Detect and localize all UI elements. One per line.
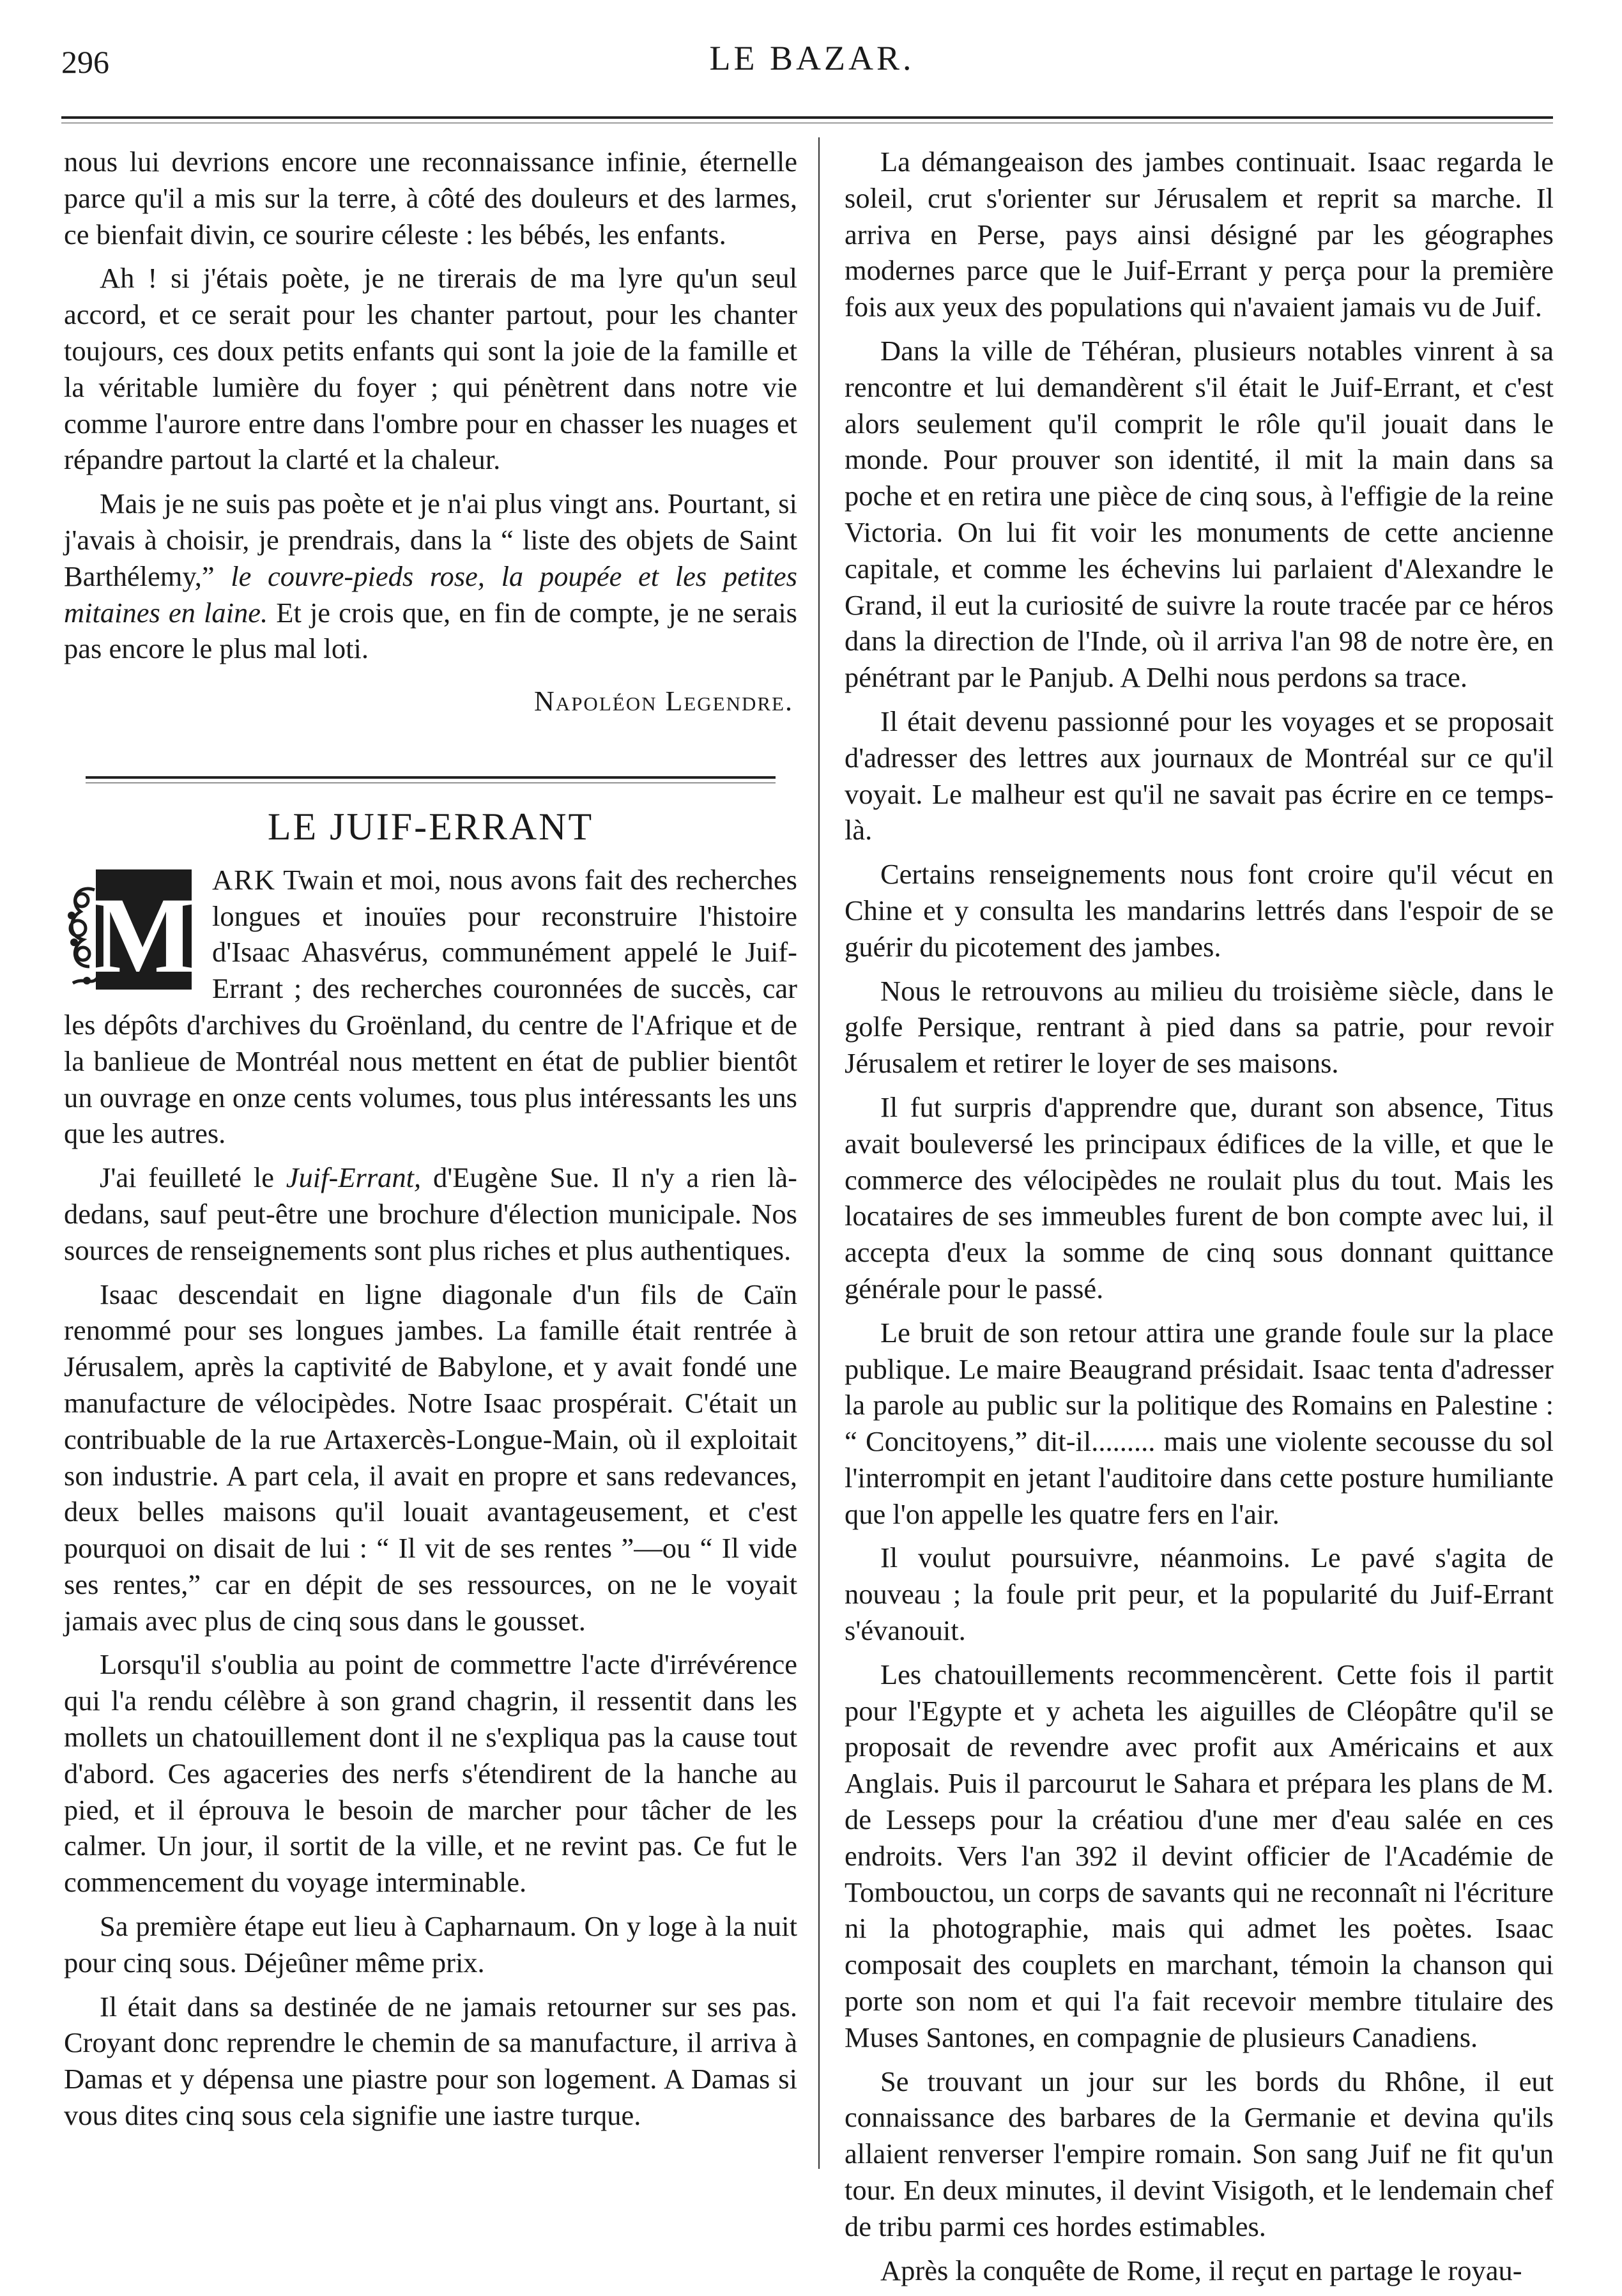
body-paragraph: Ah ! si j'étais poète, je ne tirerais de ma lyre qu'un seul accord, et ce serait pour les chanter partout, pour les chanter toujours, ces doux petits enfants qui sont la joie de la famille et la véritable lumière du foyer ; qui pénètrent dans notre vie comme l'aurore entre dans l'ombre pour en chasser les nuages et répandre partout la clarté et la chaleur. (64, 262, 797, 476)
column-divider (818, 137, 820, 2169)
article-lead (64, 862, 797, 1152)
ornamental-drop-cap (64, 864, 201, 995)
body-paragraph: Dans la ville de Téhéran, plusieurs notables vinrent à sa rencontre et lui demandèrent s'il était le Juif-Errant, et c'est alors seulement qu'il comprit le rôle qu'il jouait dans le monde. Pour prouver son identité, il mit la main dans sa poche et en retira une pièce de cinq sous, à l'effigie de la reine Victoria. On lui fit voir les monuments de cette ancienne capitale, et comme les échevins lui parlaient d'Alexandre le Grand, il eut la curiosité de suivre la route tracée par ce héros dans la direction de l'Inde, où il arriva l'an 98 de notre ère, en pénétrant par le Panjub. A Delhi nous perdons sa trace. (845, 334, 1554, 694)
journal-title: LE BAZAR. (709, 39, 915, 77)
body-paragraph: nous lui devrions encore une reconnaissance infinie, éternelle parce qu'il a mis sur la terre, à côté des douleurs et des larmes, ce bienfait divin, ce sourire céleste : les bébés, les enfants. (64, 146, 797, 250)
italic-text: Juif-Errant, (286, 1161, 422, 1194)
body-paragraph: Isaac descendait en ligne diagonale d'un fils de Caïn renommé pour ses longues jambes. La famille était rentrée à Jérusalem, après la captivité de Babylone, et y avait fondé une manufacture de vélocipèdes. Notre Isaac prospérait. C'était un contribuable de la rue Artaxercès-Longue-Main, où il exploitait son industrie. A part cela, il avait en propre et sans redevances, deux belles maisons qu'il louait avantageusement, et c'est pourquoi on disait de lui : “ Il vit de ses rentes ”—ou “ Il vide ses rentes,” car en dépit de ses ressources, on ne le voyait jamais avec plus de cinq sous dans le gousset. (64, 1278, 797, 1637)
header-rule (61, 116, 1553, 119)
text-run: d'Eugène Sue. Il n'y a rien là-dedans, sauf peut-être une brochure d'élection municipale. Nos sources de renseignements sont plus riches et plus authentiques. (64, 1161, 798, 1266)
body-paragraph: Il fut surpris d'apprendre que, durant son absence, Titus avait bouleversé les principaux édifices de la ville, et que le commerce des vélocipèdes ne roulait plus du tout. Mais les locataires de ses immeubles furent de bon compte avec lui, il accepta d'eux la somme de cinq sous donnant quittance générale pour le passé. (845, 1091, 1554, 1305)
text-run: Mais je ne suis pas poète et je n'ai plus vingt ans. Pourtant, si j'avais à choisir, je prendrais, dans la “ liste des objets de Saint Barthélemy,” (64, 487, 797, 592)
body-paragraph (64, 1159, 797, 1268)
section-rule-thick (86, 776, 776, 779)
left-column (64, 144, 797, 2141)
author-signature: Napoléon Legendre. (534, 685, 793, 717)
body-paragraph: Se trouvant un jour sur les bords du Rhône, il eut connaissance des barbares de la Germanie et devina qu'ils allaient renverser l'empire romain. Son sang Juif ne fit qu'un tour. En deux minutes, il devint Visigoth, et le lendemain chef de tribu parmi ces hordes estimables. (845, 2065, 1554, 2242)
body-paragraph (64, 486, 797, 667)
body-paragraph: Le bruit de son retour attira une grande foule sur la place publique. Le maire Beaugrand présidait. Isaac tenta d'adresser la parole au public sur la politique des Romains en Palestine : “ Concitoyens,” dit-il......... mais une violente secousse du sol l'interrompit en jetant l'auditoire dans cette posture humiliante que l'on appelle les quatre fers en l'air. (845, 1316, 1554, 1530)
text-run: Et je crois que, en fin de compte, je ne serais pas encore le plus mal loti. (64, 596, 798, 665)
body-paragraph: Les chatouillements recommencèrent. Cette fois il partit pour l'Egypte et y acheta les aiguilles de Cléopâtre qu'il se proposait de revendre avec profit aux Américains et aux Anglais. Puis il parcourut le Sahara et prépara les plans de M. de Lesseps pour la créatiou d'une mer d'eau salée en ces endroits. Vers l'an 392 il devint officier de l'Académie de Tombouctou, un corps de savants qui ne reconnaît ni l'écriture ni la photographie, mais qui admet les poètes. Isaac composait des couplets en marchant, témoin la chanson qui porte son nom et qui l'a fait recevoir membre titulaire des Muses Santones, en compagnie de plusieurs Canadiens. (845, 1658, 1554, 2053)
body-paragraph: Lorsqu'il s'oublia au point de commettre l'acte d'irrévérence qui l'a rendu célèbre à son grand chagrin, il ressentit dans les mollets un chatouillement dont il ne s'expliqua pas la cause tout d'abord. Ces agaceries des nerfs s'étendirent de la hanche au pied, et il éprouva le besoin de marcher pour tâcher de les calmer. Un jour, il sortit de la ville, et ne revint pas. Ce fut le commencement du voyage interminable. (64, 1648, 797, 1899)
text-run: Twain et moi, nous avons fait des recherches longues et inouïes pour reconstruire l'histoire d'Isaac Ahasvérus, communément appelé le Juif-Errant ; des recherches couronnées de succès, car les dépôts d'archives du Groënland, du centre de l'Afrique et de la banlieue de Montréal nous mettent en état de publier bientôt un ouvrage en onze cents volumes, tous plus intéressants les uns que les autres. (64, 863, 797, 1150)
body-paragraph: Certains renseignements nous font croire qu'il vécut en Chine et y consulta les mandarins lettrés dans l'espoir de se guérir du picotement des jambes. (845, 858, 1554, 963)
article-title: LE JUIF-ERRANT (267, 805, 594, 848)
body-paragraph: Il était devenu passionné pour les voyages et se proposait d'adresser des lettres aux journaux de Montréal sur ce qu'il voyait. Le malheur est qu'il ne savait pas écrire en ce temps-là. (845, 705, 1554, 846)
right-column (845, 144, 1554, 2296)
drop-cap-letter: M (92, 875, 195, 995)
drop-cap-ornament-icon (64, 864, 201, 995)
body-paragraph: Après la conquête de Rome, il reçut en partage le royau- (880, 2254, 1522, 2286)
text-run: J'ai feuilleté le (100, 1161, 286, 1194)
body-paragraph: La démangeaison des jambes continuait. Isaac regarda le soleil, crut s'orienter sur Jérusalem et reprit sa marche. Il arriva en Perse, pays ainsi désigné par les géographes modernes parce que le Juif-Errant y perça pour la première fois aux yeux des populations qui n'avaient jamais vu de Juif. (845, 146, 1554, 323)
page-header (61, 38, 1563, 96)
section-divider (86, 776, 776, 783)
body-paragraph: Il voulut poursuivre, néanmoins. Le pavé s'agita de nouveau ; la foule prit peur, et la popularité du Juif-Errant s'évanouit. (845, 1542, 1554, 1647)
lead-word: ARK (212, 863, 276, 896)
page-number: 296 (61, 44, 109, 80)
body-paragraph: Sa première étape eut lieu à Capharnaum. On y loge à la nuit pour cinq sous. Déjeûner même prix. (64, 1910, 797, 1978)
body-paragraph: Il était dans sa destinée de ne jamais retourner sur ses pas. Croyant donc reprendre le chemin de sa manufacture, il arriva à Damas et y dépensa une piastre pour son logement. A Damas si vous dites cinq sous cela signifie une iastre turque. (64, 1990, 797, 2132)
italic-text: le couvre-pieds rose, la poupée et les petites mitaines en laine. (64, 560, 797, 629)
body-paragraph: Nous le retrouvons au milieu du troisième siècle, dans le golfe Persique, rentrant à pied dans sa patrie, pour revoir Jérusalem et retirer le loyer de ses maisons. (845, 974, 1554, 1080)
